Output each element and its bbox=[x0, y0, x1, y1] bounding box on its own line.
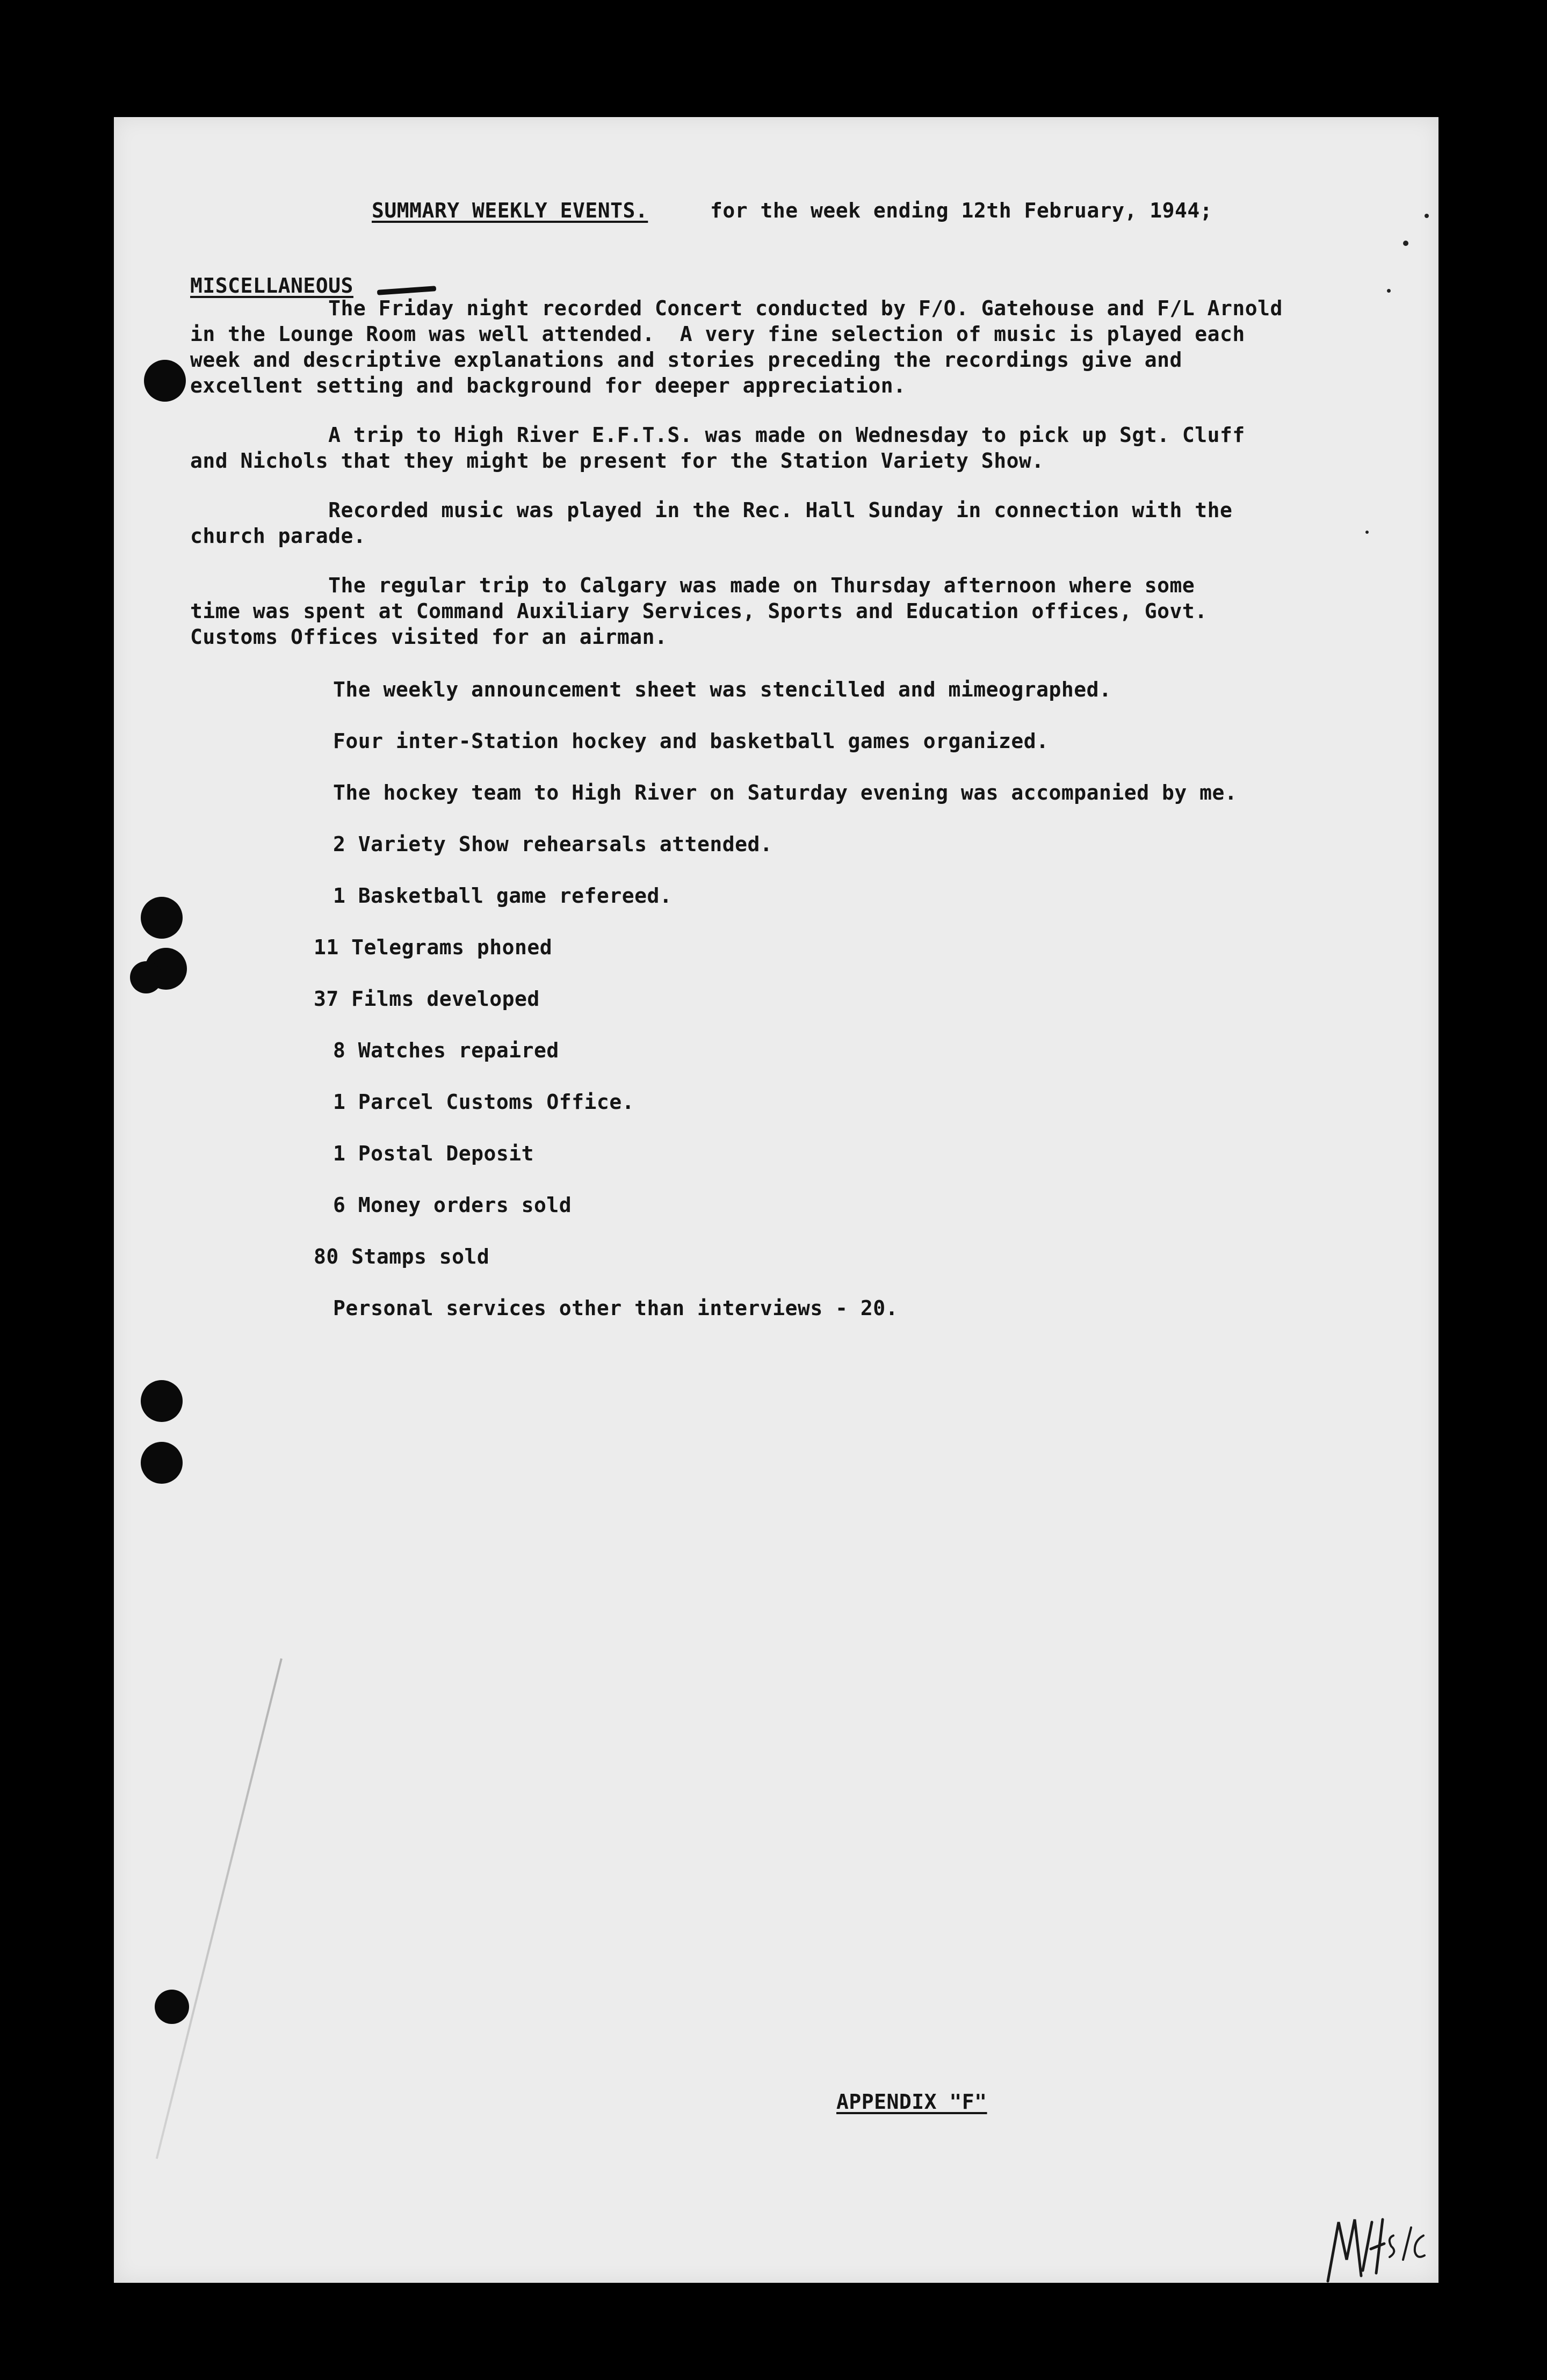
speck bbox=[1387, 289, 1391, 293]
paragraph-1-line-2: in the Lounge Room was well attended. A very fine selection of music is played each bbox=[190, 322, 1245, 346]
list-item: The weekly announcement sheet was stencilled and mimeographed. bbox=[333, 678, 1112, 701]
paragraph-2-line-1: A trip to High River E.F.T.S. was made on Wednesday to pick up Sgt. Cluff bbox=[190, 423, 1245, 447]
paragraph-4-line-1: The regular trip to Calgary was made on Thursday afternoon where some bbox=[190, 574, 1195, 597]
list-item: 6 Money orders sold bbox=[333, 1193, 572, 1217]
list-item: 37 Films developed bbox=[314, 987, 540, 1011]
paper-crease bbox=[156, 1658, 283, 2159]
list-item: 11 Telegrams phoned bbox=[314, 935, 553, 959]
paragraph-4-line-3: Customs Offices visited for an airman. bbox=[190, 625, 668, 649]
document-title: SUMMARY WEEKLY EVENTS. bbox=[372, 199, 648, 222]
list-item: Personal services other than interviews - 20. bbox=[333, 1296, 899, 1320]
list-item: 2 Variety Show rehearsals attended. bbox=[333, 832, 773, 856]
punch-hole bbox=[155, 1990, 189, 2024]
paragraph-3-line-2: church parade. bbox=[190, 524, 366, 548]
punch-hole bbox=[141, 1380, 183, 1422]
document-sheet bbox=[114, 117, 1438, 2283]
paragraph-1-line-1: The Friday night recorded Concert conducted by F/O. Gatehouse and F/L Arnold bbox=[190, 296, 1283, 320]
list-item: The hockey team to High River on Saturday evening was accompanied by me. bbox=[333, 781, 1238, 804]
paragraph-1-line-4: excellent setting and background for deeper appreciation. bbox=[190, 374, 906, 397]
handwritten-initials bbox=[1322, 2206, 1430, 2287]
punch-hole bbox=[144, 360, 186, 402]
paragraph-4-line-2: time was spent at Command Auxiliary Services, Sports and Education offices, Govt. bbox=[190, 599, 1208, 623]
list-item: 1 Basketball game refereed. bbox=[333, 884, 673, 908]
document-subtitle: for the week ending 12th February, 1944; bbox=[710, 199, 1213, 222]
speck bbox=[1365, 531, 1369, 534]
appendix-label: APPENDIX "F" bbox=[836, 2090, 987, 2114]
list-item: 80 Stamps sold bbox=[314, 1245, 490, 1268]
speck bbox=[1425, 214, 1429, 218]
paragraph-1-line-3: week and descriptive explanations and stories preceding the recordings give and bbox=[190, 348, 1182, 372]
section-heading: MISCELLANEOUS bbox=[190, 274, 353, 298]
punch-hole bbox=[130, 961, 162, 993]
list-item: 1 Postal Deposit bbox=[333, 1142, 534, 1165]
list-item: 8 Watches repaired bbox=[333, 1039, 559, 1062]
punch-hole bbox=[141, 897, 183, 939]
paragraph-3-line-1: Recorded music was played in the Rec. Hall Sunday in connection with the bbox=[190, 498, 1233, 522]
corner-mark bbox=[377, 286, 436, 295]
list-item: Four inter-Station hockey and basketball games organized. bbox=[333, 729, 1049, 753]
paragraph-2-line-2: and Nichols that they might be present for the Station Variety Show. bbox=[190, 449, 1044, 473]
speck bbox=[1403, 241, 1408, 246]
list-item: 1 Parcel Customs Office. bbox=[333, 1090, 635, 1114]
punch-hole bbox=[141, 1442, 183, 1484]
